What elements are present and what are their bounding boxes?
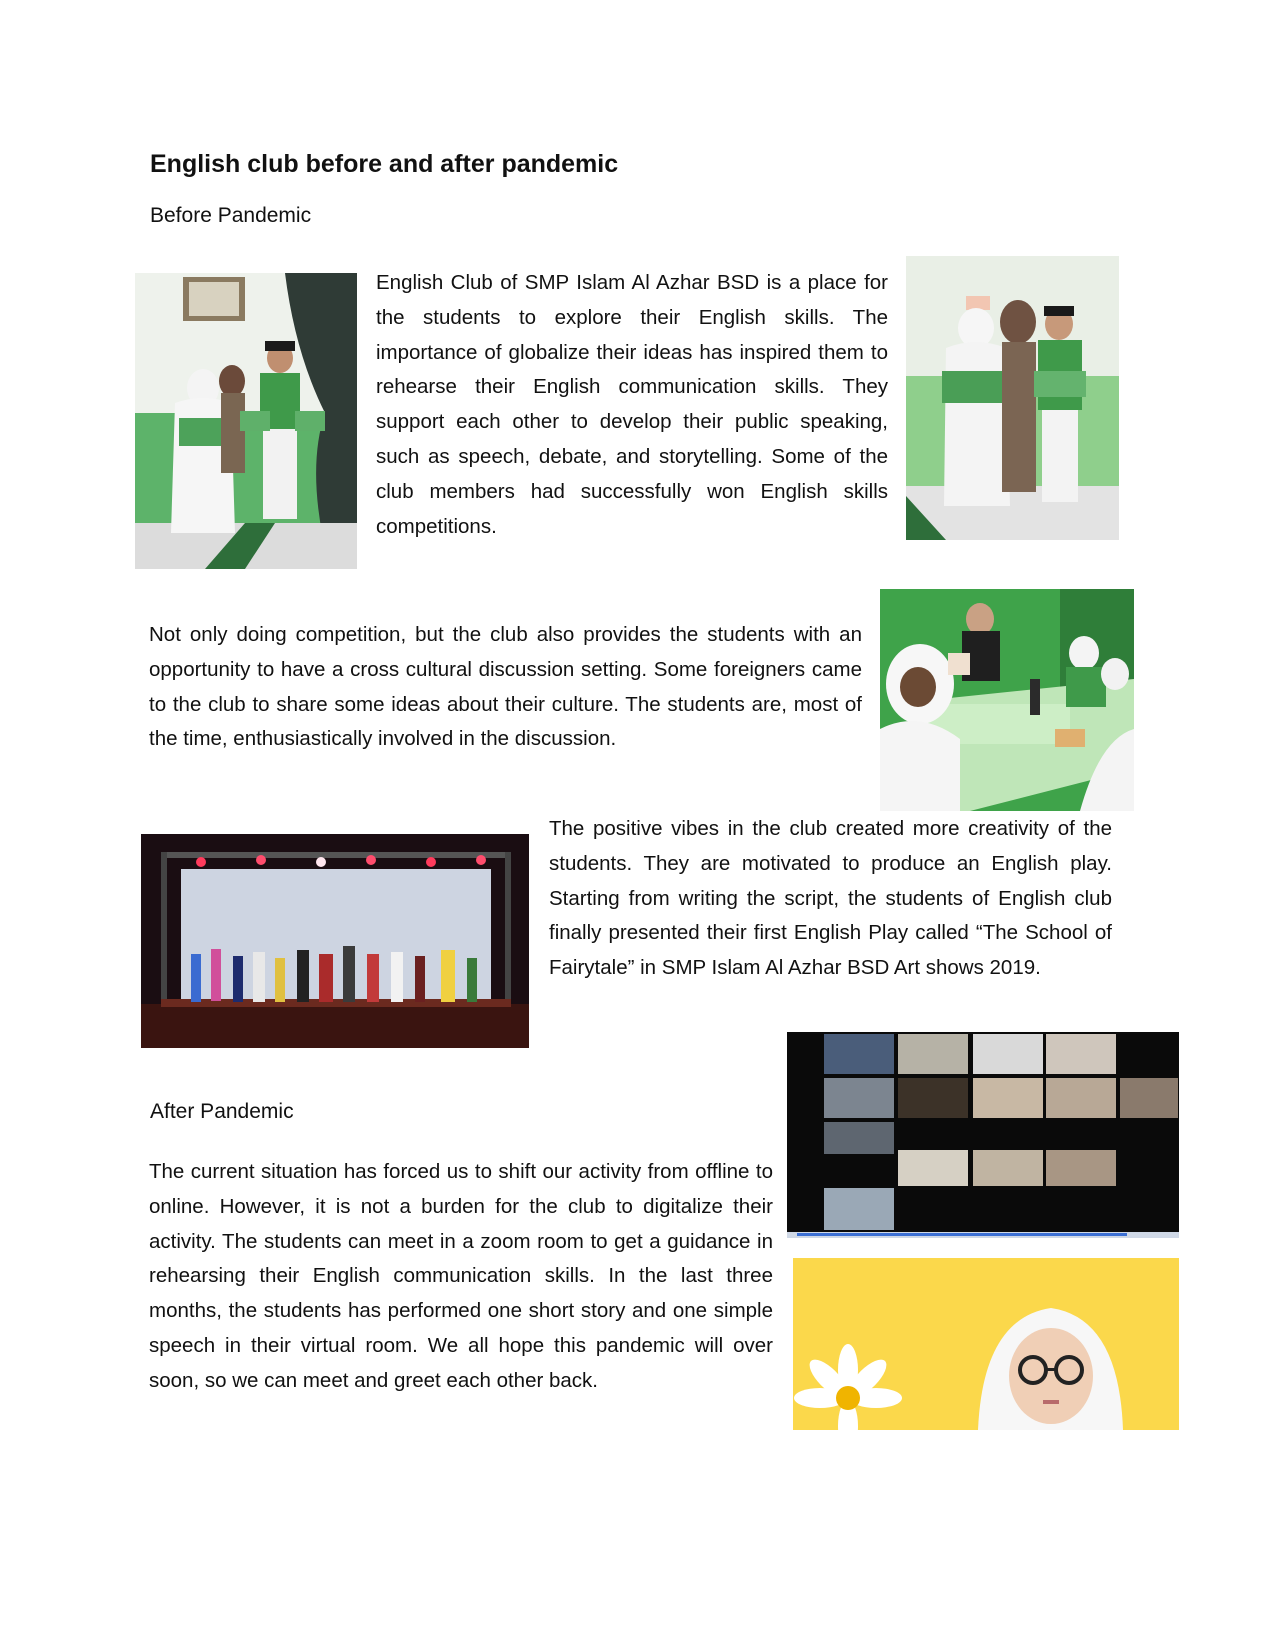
english-play-paragraph: The positive vibes in the club created more creativity of the students. They are motivated to produce an English play. Starting from writing the script, the students of English club finally presented their first English Play called “The School of Fairytale” in SMP Islam Al Azhar BSD Art shows 2019.: [549, 817, 1112, 980]
page-title: English club before and after pandemic: [150, 150, 619, 178]
after-pandemic-paragraph: The current situation has forced us to shift our activity from offline to online. However, it is not a burden for the club to digitalize their activity. The students can meet in a zoom room to get a guidance in rehearsing their English communication skills. In the last three months, the students has performed one short story and one simple speech in their virtual room. We all hope this pandemic will over soon, so we can meet and greet each other back.: [149, 1160, 773, 1392]
student-speech-zoom-screenshot: [793, 1258, 1179, 1430]
before-pandemic-heading: Before Pandemic: [150, 204, 312, 227]
after-pandemic-heading: After Pandemic: [150, 1100, 294, 1123]
students-certificates-photo-left: [135, 273, 357, 569]
zoom-meeting-grid-screenshot: [787, 1032, 1179, 1238]
cross-cultural-discussion-photo: [880, 589, 1134, 811]
english-play-stage-photo: [141, 834, 529, 1048]
intro-paragraph: English Club of SMP Islam Al Azhar BSD is a place for the students to explore their English skills. The importance of globalize their ideas has inspired them to rehearse their English communication skills. They support each other to develop their public speaking, such as speech, debate, and storytelling. Some of the club members had successfully won English skills competitions.: [376, 271, 888, 538]
students-certificates-photo-right: [906, 256, 1119, 540]
cross-cultural-paragraph: Not only doing competition, but the club also provides the students with an opportunity to have a cross cultural discussion setting. Some foreigners came to the club to share some ideas about their culture. The students are, most of the time, enthusiastically involved in the discussion.: [149, 623, 862, 751]
